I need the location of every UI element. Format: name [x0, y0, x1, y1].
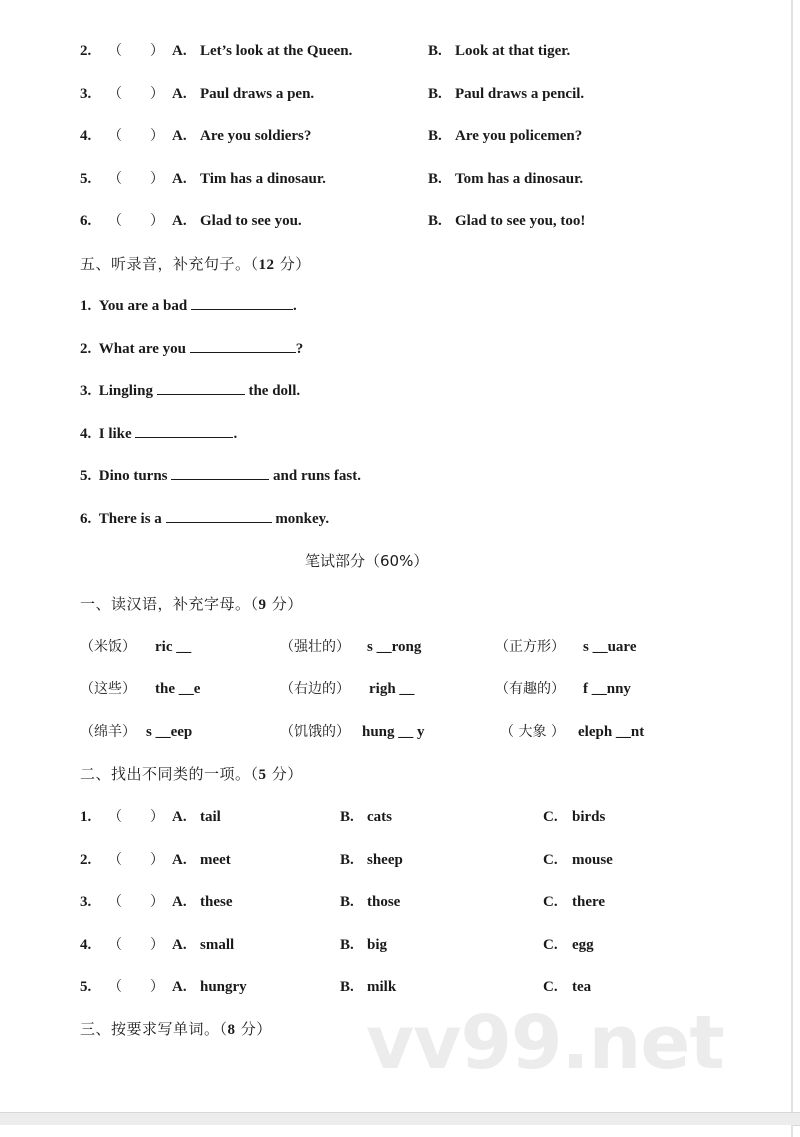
written-part-title: 笔试部分（60%） [305, 552, 429, 570]
item-number: 4. [80, 937, 92, 953]
fill-blank-item: 6. There is a monkey. [80, 507, 329, 531]
option-a-label: A. [172, 213, 187, 229]
fill-blank-item: 4. I like . [80, 422, 237, 446]
chinese-hint: （有趣的） [495, 681, 565, 697]
item-number: 5. [80, 171, 92, 187]
option-b-label: B. [340, 979, 354, 995]
option-c: birds [572, 809, 606, 825]
fill-blank-item: 3. Lingling the doll. [80, 379, 300, 403]
word-blank: eleph __nt [578, 724, 645, 740]
word-blank: s __uare [583, 639, 637, 655]
option-a: Tim has a dinosaur. [200, 171, 326, 187]
option-a: small [200, 937, 235, 953]
option-b-label: B. [340, 852, 354, 868]
option-c: there [572, 894, 606, 910]
answer-paren: （ ） [108, 894, 164, 910]
option-a-label: A. [172, 894, 187, 910]
item-number: 4. [80, 128, 92, 144]
answer-blank[interactable] [171, 465, 269, 480]
word-blank: hung __ y [362, 724, 425, 740]
option-b-label: B. [428, 213, 442, 229]
option-c: egg [572, 937, 594, 953]
fill-blank-item: 2. What are you ? [80, 337, 303, 361]
answer-paren: （ ） [108, 937, 164, 953]
option-b: cats [367, 809, 392, 825]
option-a-label: A. [172, 43, 187, 59]
option-a: meet [200, 852, 231, 868]
chinese-hint: （ 大象 ） [500, 724, 565, 740]
option-a-label: A. [172, 171, 187, 187]
option-a-label: A. [172, 979, 187, 995]
option-b-label: B. [428, 86, 442, 102]
answer-paren: （ ） [108, 171, 164, 187]
option-b-label: B. [428, 43, 442, 59]
option-a-label: A. [172, 809, 187, 825]
option-c-label: C. [543, 852, 558, 868]
answer-blank[interactable] [191, 295, 293, 310]
option-b: Look at that tiger. [455, 43, 571, 59]
option-a: these [200, 894, 233, 910]
chinese-hint: （这些） [80, 681, 136, 697]
chinese-hint: （右边的） [280, 681, 350, 697]
chinese-hint: （饥饿的） [280, 724, 350, 740]
option-a: Glad to see you. [200, 213, 302, 229]
option-b: those [367, 894, 401, 910]
option-c-label: C. [543, 809, 558, 825]
option-a: Let’s look at the Queen. [200, 43, 353, 59]
answer-blank[interactable] [190, 338, 296, 353]
item-number: 1. [80, 809, 92, 825]
item-number: 3. [80, 894, 92, 910]
watermark: vv99.net [366, 1000, 724, 1086]
word-blank: f __nny [583, 681, 631, 697]
option-b-label: B. [340, 937, 354, 953]
option-b: sheep [367, 852, 403, 868]
section-heading: 三、按要求写单词。（8 分） [80, 1020, 272, 1038]
chinese-hint: （绵羊） [80, 724, 136, 740]
option-b-label: B. [340, 809, 354, 825]
option-c: mouse [572, 852, 613, 868]
option-b: Are you policemen? [455, 128, 583, 144]
option-a: Are you soldiers? [200, 128, 312, 144]
option-c-label: C. [543, 979, 558, 995]
word-blank: s __eep [146, 724, 193, 740]
option-b-label: B. [428, 128, 442, 144]
section-heading: 二、找出不同类的一项。（5 分） [80, 765, 303, 783]
item-number: 2. [80, 852, 92, 868]
option-b: milk [367, 979, 397, 995]
page-separator [0, 1112, 800, 1126]
fill-blank-item: 5. Dino turns and runs fast. [80, 464, 361, 488]
word-blank: righ __ [369, 681, 415, 697]
fill-blank-item: 1. You are a bad . [80, 294, 297, 318]
word-blank: ric __ [155, 639, 192, 655]
option-b: Tom has a dinosaur. [455, 171, 584, 187]
option-a-label: A. [172, 852, 187, 868]
word-blank: s __rong [367, 639, 422, 655]
section-heading: 一、读汉语，补充字母。（9 分） [80, 595, 303, 613]
item-number: 6. [80, 213, 92, 229]
answer-paren: （ ） [108, 852, 164, 868]
answer-blank[interactable] [157, 380, 245, 395]
option-a-label: A. [172, 937, 187, 953]
chinese-hint: （正方形） [495, 639, 565, 655]
answer-paren: （ ） [108, 213, 164, 229]
answer-paren: （ ） [108, 43, 164, 59]
chinese-hint: （米饭） [80, 639, 136, 655]
item-number: 3. [80, 86, 92, 102]
item-number: 5. [80, 979, 92, 995]
section-heading: 五、听录音，补充句子。（12 分） [80, 255, 311, 273]
next-page [0, 1125, 793, 1137]
word-blank: the __e [155, 681, 201, 697]
answer-blank[interactable] [135, 423, 233, 438]
chinese-hint: （强壮的） [280, 639, 350, 655]
option-a: hungry [200, 979, 247, 995]
option-a: tail [200, 809, 221, 825]
answer-blank[interactable] [166, 508, 272, 523]
answer-paren: （ ） [108, 86, 164, 102]
option-c: tea [572, 979, 592, 995]
option-b: Paul draws a pencil. [455, 86, 585, 102]
option-c-label: C. [543, 937, 558, 953]
answer-paren: （ ） [108, 809, 164, 825]
answer-paren: （ ） [108, 128, 164, 144]
option-a: Paul draws a pen. [200, 86, 315, 102]
option-a-label: A. [172, 86, 187, 102]
option-b-label: B. [340, 894, 354, 910]
answer-paren: （ ） [108, 979, 164, 995]
option-c-label: C. [543, 894, 558, 910]
option-a-label: A. [172, 128, 187, 144]
option-b: big [367, 937, 388, 953]
option-b: Glad to see you, too! [455, 213, 586, 229]
item-number: 2. [80, 43, 92, 59]
option-b-label: B. [428, 171, 442, 187]
